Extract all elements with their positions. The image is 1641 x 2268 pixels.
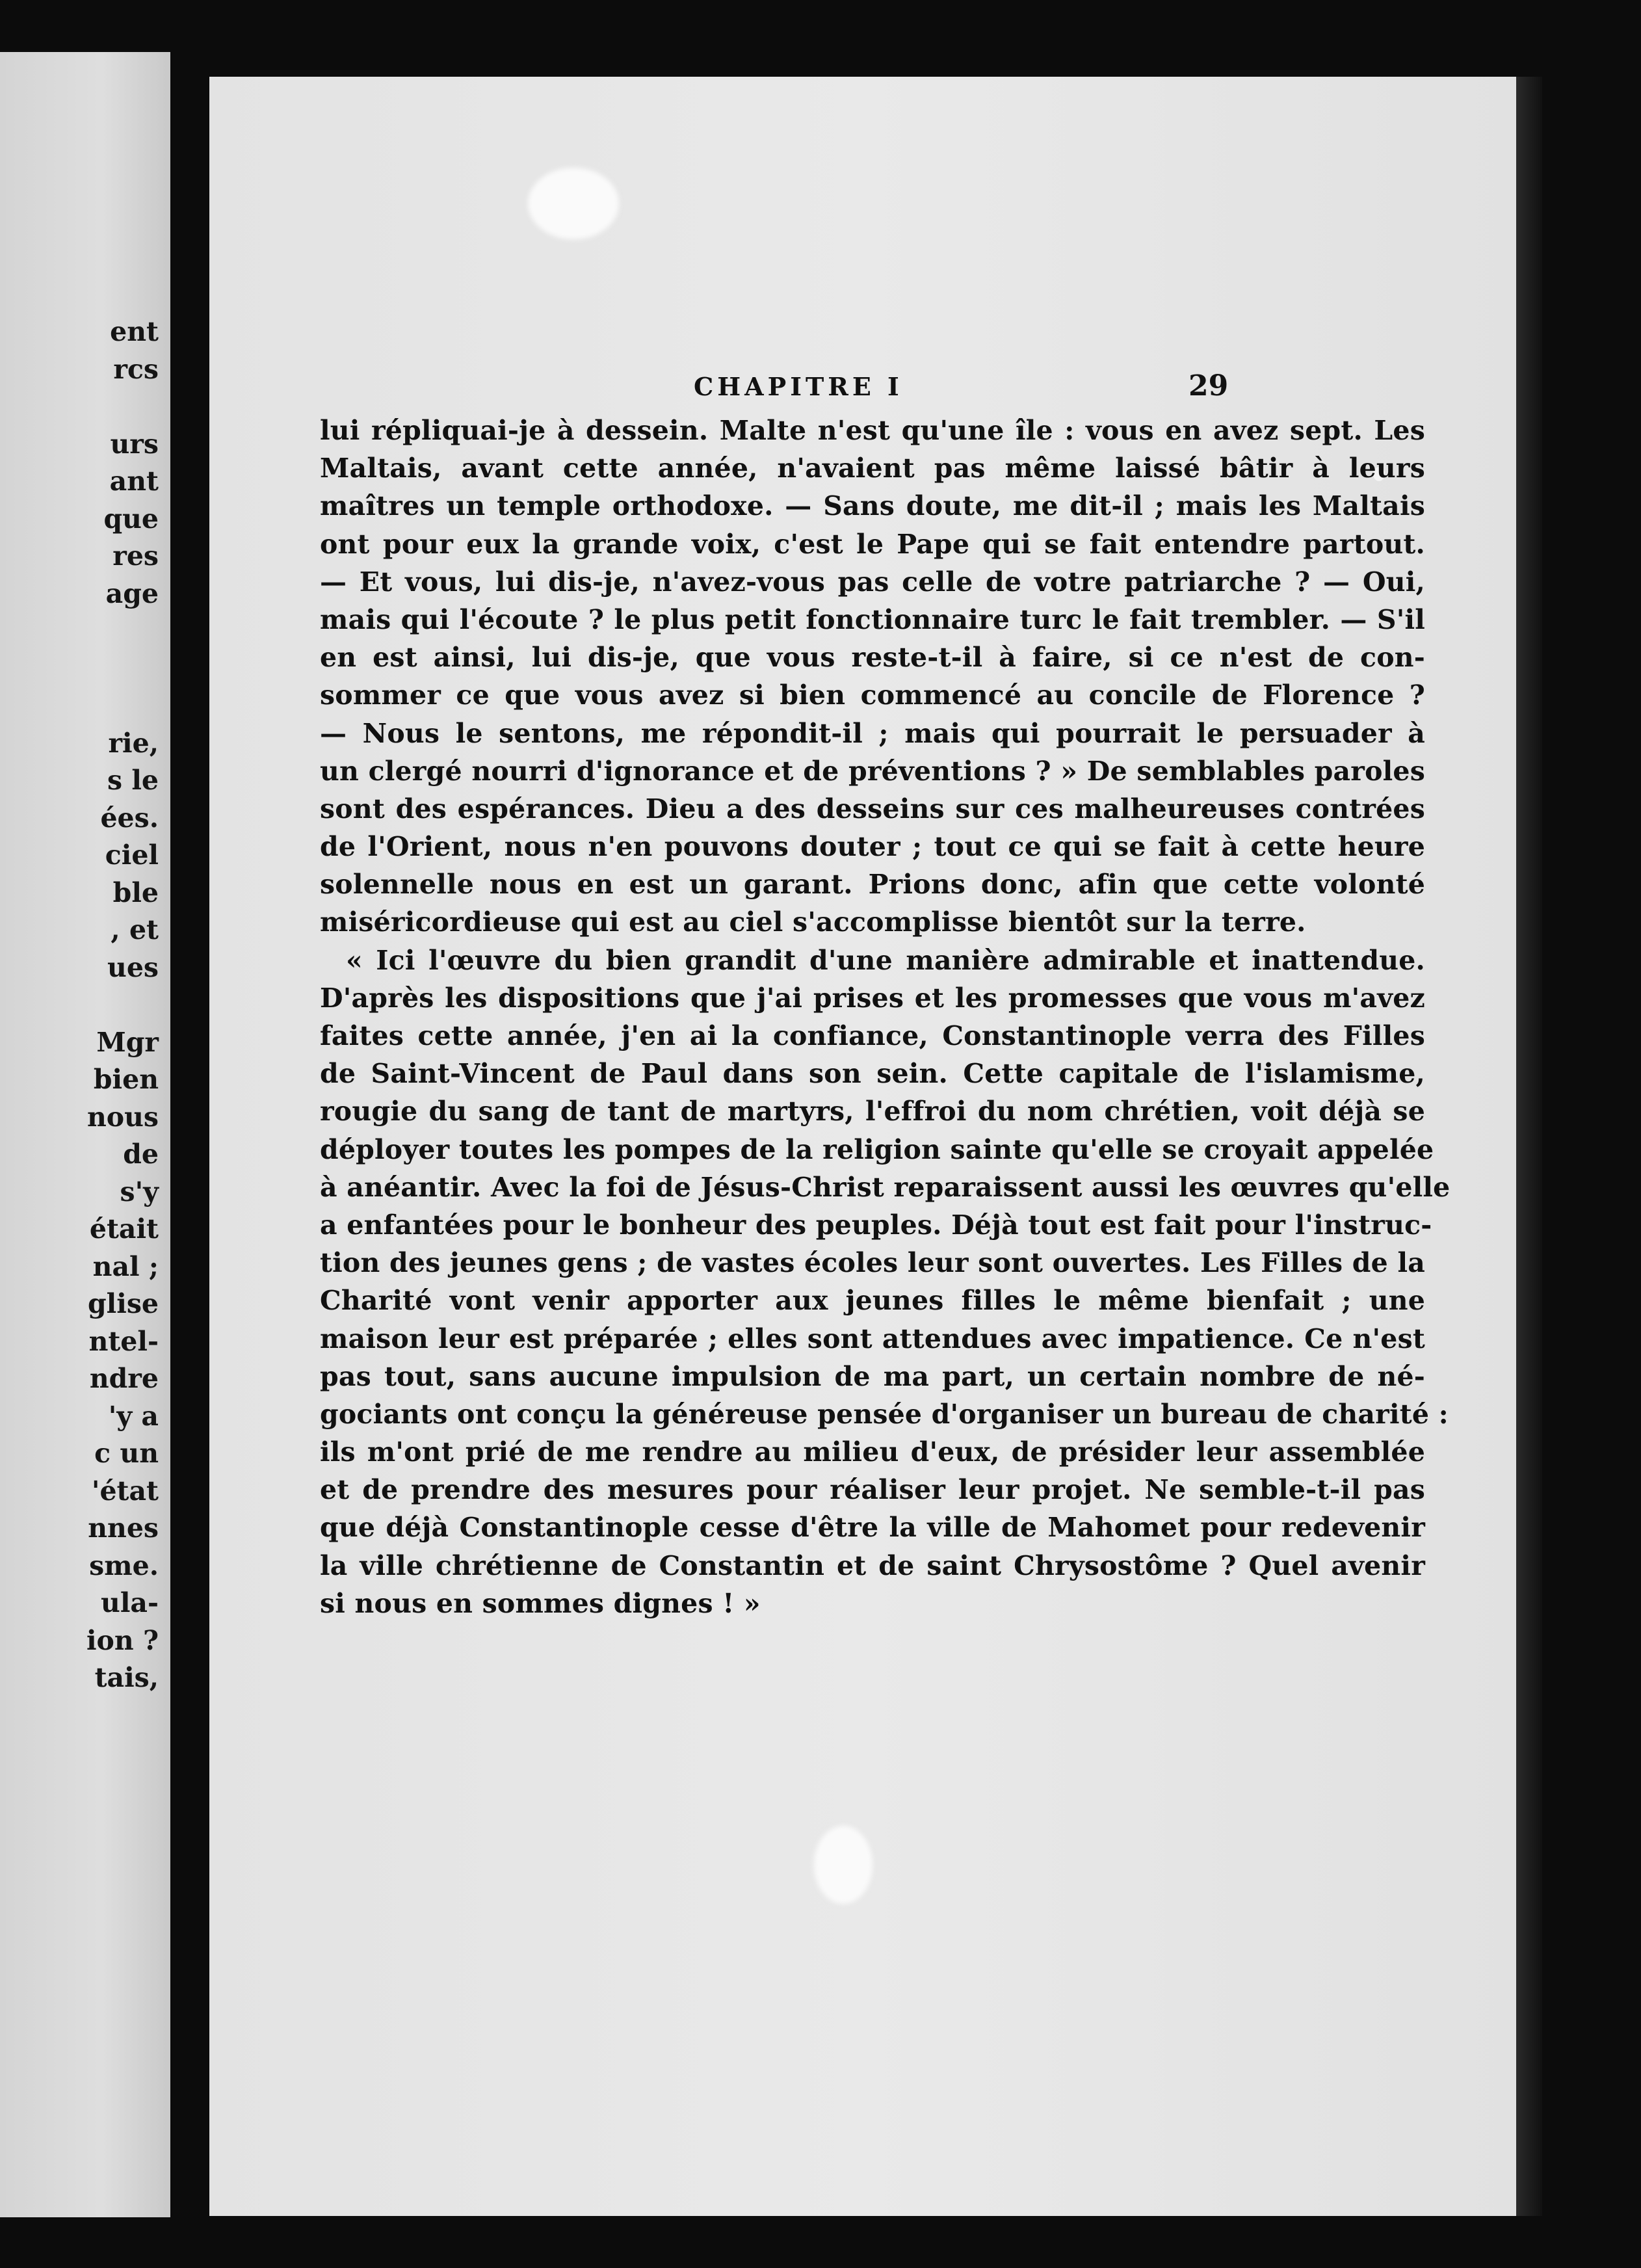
- previous-page-fragment: s le: [107, 765, 159, 796]
- previous-page-fragment: urs: [110, 428, 159, 460]
- text-line: mais qui l'écoute ? le plus petit fonctionnaire turc le fait trembler. — S'il: [320, 603, 1425, 635]
- page-edge-shadow: [1516, 77, 1542, 2216]
- previous-page-fragment: de: [123, 1139, 159, 1170]
- text-line: maison leur est préparée ; elles sont attendues avec impatience. Ce n'est: [320, 1323, 1425, 1354]
- text-line: miséricordieuse qui est au ciel s'accomplisse bientôt sur la terre.: [320, 906, 1306, 938]
- running-head: [209, 367, 1516, 406]
- text-line: faites cette année, j'en ai la confiance, Constantinople verra des Filles: [320, 1020, 1425, 1051]
- previous-page-fragment: ntel-: [88, 1325, 159, 1357]
- text-line: sommer ce que vous avez si bien commencé au concile de Florence ?: [320, 679, 1425, 711]
- previous-page-fragment: 'y a: [108, 1400, 159, 1432]
- previous-page-fragment: c un: [94, 1438, 159, 1469]
- paper-blemish: [814, 1826, 873, 1904]
- text-line: si nous en sommes dignes ! »: [320, 1587, 761, 1619]
- previous-page-fragment: sme.: [89, 1549, 159, 1581]
- text-line: un clergé nourri d'ignorance et de préventions ? » De semblables paroles: [320, 755, 1425, 787]
- previous-page-fragment: age: [105, 577, 159, 609]
- previous-page-fragment: que: [103, 503, 159, 534]
- paper-blemish: [528, 168, 619, 239]
- text-line: et de prendre des mesures pour réaliser leur projet. Ne semble-t-il pas: [320, 1474, 1425, 1506]
- previous-page-fragment: nal ;: [92, 1250, 159, 1282]
- text-line: que déjà Constantinople cesse d'être la ville de Mahomet pour redevenir: [320, 1512, 1425, 1544]
- text-line: pas tout, sans aucune impulsion de ma part, un certain nombre de né-: [320, 1360, 1425, 1392]
- previous-page-fragment: res: [112, 540, 159, 572]
- text-line: ils m'ont prié de me rendre au milieu d'eux, de présider leur assemblée: [320, 1436, 1425, 1468]
- text-line: a enfantées pour le bonheur des peuples. Déjà tout est fait pour l'instruc-: [320, 1209, 1432, 1241]
- previous-page-fragment: rcs: [113, 353, 159, 385]
- text-line: en est ainsi, lui dis-je, que vous reste-t-il à faire, si ce n'est de con-: [320, 642, 1425, 674]
- previous-page-fragment: nous: [86, 1101, 159, 1133]
- text-line: rougie du sang de tant de martyrs, l'effroi du nom chrétien, voit déjà se: [320, 1096, 1425, 1127]
- text-line: solennelle nous en est un garant. Prions donc, afin que cette volonté: [320, 869, 1425, 901]
- previous-page-fragment: tais,: [94, 1662, 159, 1693]
- text-line: de l'Orient, nous n'en pouvons douter ; tout ce qui se fait à cette heure: [320, 831, 1425, 863]
- previous-page-fragment: ues: [107, 951, 159, 983]
- page-number: 29: [1188, 369, 1229, 402]
- body-text: [320, 412, 1451, 1622]
- previous-page-fragment: ciel: [105, 839, 159, 871]
- chapter-title: CHAPITRE I: [694, 372, 903, 401]
- previous-page-fragment: nnes: [88, 1512, 159, 1544]
- text-line: Charité vont venir apporter aux jeunes filles le même bienfait ; une: [320, 1285, 1425, 1317]
- previous-page-fragment: glise: [88, 1288, 159, 1319]
- previous-page-fragment: Mgr: [96, 1026, 159, 1058]
- previous-page-fragment: ées.: [100, 802, 159, 834]
- text-line: gociants ont conçu la généreuse pensée d'organiser un bureau de charité :: [320, 1398, 1449, 1430]
- text-line: — Nous le sentons, me répondit-il ; mais qui pourrait le persuader à: [320, 717, 1425, 749]
- text-line: D'après les dispositions que j'ai prises et les promesses que vous m'avez: [320, 982, 1425, 1014]
- previous-page-fragment: 'état: [91, 1475, 159, 1507]
- text-line: « Ici l'œuvre du bien grandit d'une manière admirable et inattendue.: [346, 944, 1425, 976]
- previous-page-fragment: rie,: [108, 727, 159, 759]
- previous-page-fragment: ble: [112, 877, 159, 908]
- previous-page-fragment: ndre: [89, 1363, 159, 1394]
- text-line: Maltais, avant cette année, n'avaient pas même laissé bâtir à leurs: [320, 453, 1425, 484]
- text-line: tion des jeunes gens ; de vastes écoles leur sont ouvertes. Les Filles de la: [320, 1247, 1425, 1279]
- book-page: [209, 77, 1516, 2216]
- text-line: ont pour eux la grande voix, c'est le Pape qui se fait entendre partout.: [320, 528, 1425, 560]
- previous-page-fragment: ula-: [101, 1587, 159, 1618]
- text-line: maîtres un temple orthodoxe. — Sans doute, me dit-il ; mais les Maltais: [320, 490, 1425, 522]
- previous-page-fragment: était: [89, 1213, 159, 1245]
- text-line: lui répliquai-je à dessein. Malte n'est qu'une île : vous en avez sept. Les: [320, 415, 1425, 446]
- text-line: à anéantir. Avec la foi de Jésus-Christ reparaissent aussi les œuvres qu'elle: [320, 1171, 1451, 1203]
- text-line: — Et vous, lui dis-je, n'avez-vous pas celle de votre patriarche ? — Oui,: [320, 566, 1425, 598]
- text-line: de Saint-Vincent de Paul dans son sein. Cette capitale de l'islamisme,: [320, 1058, 1425, 1090]
- previous-page-fragment: , et: [111, 914, 159, 945]
- text-line: sont des espérances. Dieu a des desseins sur ces malheureuses contrées: [320, 793, 1425, 824]
- text-line: la ville chrétienne de Constantin et de saint Chrysostôme ? Quel avenir: [320, 1549, 1425, 1581]
- previous-page-fragment: ion ?: [86, 1624, 159, 1656]
- previous-page-fragment: ant: [109, 466, 159, 497]
- previous-page-strip: [0, 52, 170, 2217]
- previous-page-fragment: bien: [93, 1064, 159, 1095]
- previous-page-fragment: s'y: [120, 1176, 159, 1207]
- text-line: déployer toutes les pompes de la religion sainte qu'elle se croyait appelée: [320, 1133, 1434, 1165]
- previous-page-fragment: ent: [110, 316, 159, 347]
